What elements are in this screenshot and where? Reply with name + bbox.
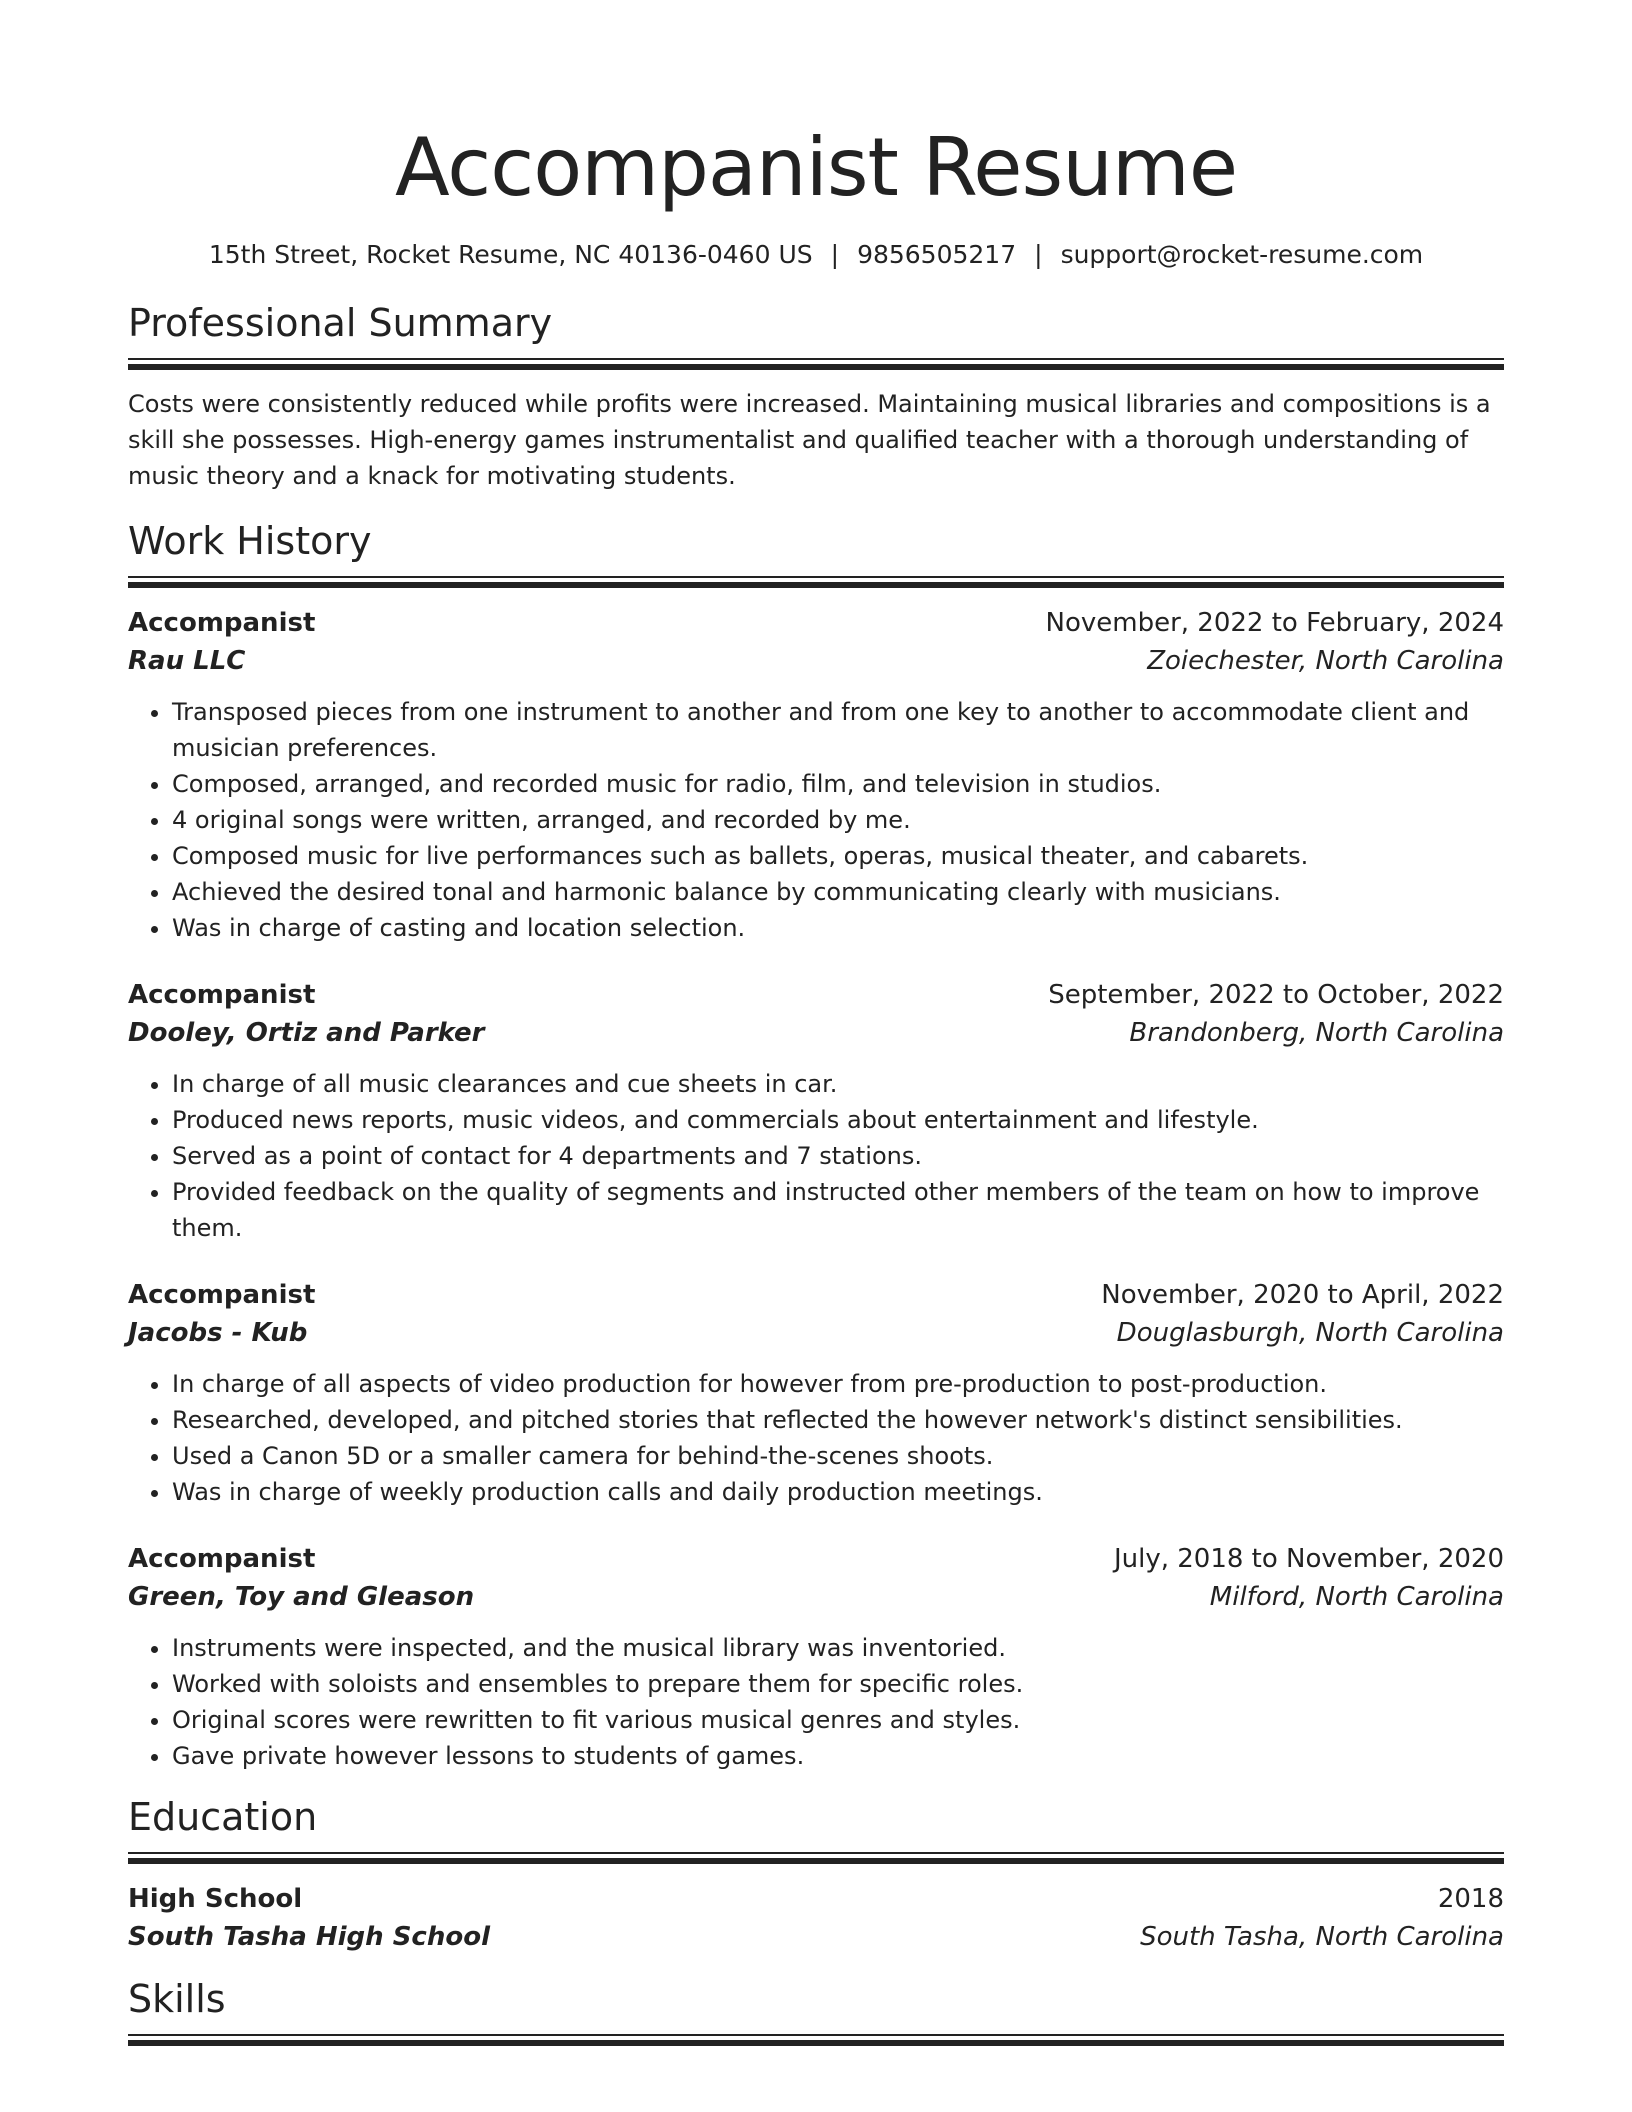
- resume-title: Accompanist Resume: [394, 121, 1238, 214]
- list-item: • Provided feedback on the quality of segments and instructed other members of the team on how to improve them.: [172, 1174, 1504, 1246]
- education-school: South Tasha High School: [128, 1922, 490, 1952]
- list-item: • Composed music for live performances such as ballets, operas, musical theater, and cabarets.: [172, 838, 1504, 874]
- education-section: [128, 1792, 1504, 1956]
- section-rule-thick: [128, 582, 1504, 588]
- list-item: • Composed, arranged, and recorded music for radio, film, and television in studios.: [172, 766, 1504, 802]
- job-bullets: [128, 694, 1504, 946]
- list-item: • Used a Canon 5D or a smaller camera for behind-the-scenes shoots.: [172, 1438, 1504, 1474]
- list-item: • Transposed pieces from one instrument to another and from one key to another to accommodate client and musician preferences.: [172, 694, 1504, 766]
- job-title: Accompanist: [128, 1280, 316, 1310]
- list-item: • Achieved the desired tonal and harmonic balance by communicating clearly with musicians.: [172, 874, 1504, 910]
- job-header-row: [128, 976, 1504, 1014]
- phone: 9856505217: [857, 240, 1017, 269]
- education-school-row: [128, 1918, 1504, 1956]
- job-company: Green, Toy and Gleason: [128, 1582, 475, 1612]
- contact-separator: |: [1034, 240, 1043, 269]
- job-title: Accompanist: [128, 608, 316, 638]
- job-header-row: [128, 1276, 1504, 1314]
- job-company-row: [128, 1578, 1504, 1616]
- list-item: • Worked with soloists and ensembles to prepare them for specific roles.: [172, 1666, 1504, 1702]
- skills-section: [128, 1974, 1504, 2046]
- education-entry: [128, 1880, 1504, 1956]
- email: support@rocket-resume.com: [1060, 240, 1424, 269]
- list-item: • Produced news reports, music videos, and commercials about entertainment and lifestyle.: [172, 1102, 1504, 1138]
- section-rule: [128, 1852, 1504, 1854]
- section-rule: [128, 576, 1504, 578]
- job-company: Jacobs - Kub: [128, 1318, 308, 1348]
- resume-page: [128, 0, 1504, 2046]
- job-entry: [128, 976, 1504, 1246]
- list-item: • Instruments were inspected, and the musical library was inventoried.: [172, 1630, 1504, 1666]
- section-rule-thick: [128, 1858, 1504, 1864]
- job-location: Brandonberg, North Carolina: [1129, 1018, 1504, 1048]
- job-location: Zoiechester, North Carolina: [1147, 646, 1504, 676]
- list-item: • Was in charge of weekly production calls and daily production meetings.: [172, 1474, 1504, 1510]
- list-item: • Served as a point of contact for 4 departments and 7 stations.: [172, 1138, 1504, 1174]
- contact-separator: |: [830, 240, 840, 269]
- job-header-row: [128, 1540, 1504, 1578]
- list-item: • Was in charge of casting and location selection.: [172, 910, 1504, 946]
- list-item: • Gave private however lessons to students of games.: [172, 1738, 1504, 1774]
- section-rule-thick: [128, 2040, 1504, 2046]
- job-dates: September, 2022 to October, 2022: [1048, 980, 1504, 1010]
- list-item: • 4 original songs were written, arranged, and recorded by me.: [172, 802, 1504, 838]
- job-location: Milford, North Carolina: [1209, 1582, 1504, 1612]
- section-title: Skills: [128, 1977, 226, 2021]
- section-rule: [128, 358, 1504, 360]
- list-item: • Researched, developed, and pitched stories that reflected the however network's distinct sensibilities.: [172, 1402, 1504, 1438]
- job-company-row: [128, 1314, 1504, 1352]
- address: 15th Street, Rocket Resume, NC 40136-0460 US: [208, 240, 813, 269]
- job-bullets: [128, 1366, 1504, 1510]
- job-company-row: [128, 642, 1504, 680]
- education-year: 2018: [1437, 1884, 1504, 1914]
- contact-line: [128, 238, 1504, 272]
- section-title: Professional Summary: [128, 301, 553, 345]
- list-item: • In charge of all aspects of video production for however from pre-production to post-production.: [172, 1366, 1504, 1402]
- list-item: • Original scores were rewritten to fit various musical genres and styles.: [172, 1702, 1504, 1738]
- section-rule-thick: [128, 364, 1504, 370]
- job-bullets: [128, 1630, 1504, 1774]
- job-dates: November, 2022 to February, 2024: [1045, 608, 1504, 638]
- job-location: Douglasburgh, North Carolina: [1116, 1318, 1504, 1348]
- job-dates: November, 2020 to April, 2022: [1101, 1280, 1504, 1310]
- job-dates: July, 2018 to November, 2020: [1113, 1544, 1504, 1574]
- section-rule: [128, 2034, 1504, 2036]
- job-entry: [128, 1540, 1504, 1774]
- job-title: Accompanist: [128, 1544, 316, 1574]
- section-title: Education: [128, 1795, 318, 1839]
- summary-text: Costs were consistently reduced while profits were increased. Maintaining musical libraries and compositions is a skill she possesses. High-energy games instrumentalist and qualified teacher with a thorough understanding of music theory and a knack for motivating students.: [128, 390, 1491, 490]
- list-item: • In charge of all music clearances and cue sheets in car.: [172, 1066, 1504, 1102]
- job-company: Dooley, Ortiz and Parker: [128, 1018, 485, 1048]
- education-location: South Tasha, North Carolina: [1140, 1922, 1504, 1952]
- job-company: Rau LLC: [128, 646, 246, 676]
- summary-section: [128, 298, 1504, 494]
- education-degree: High School: [128, 1884, 303, 1914]
- job-bullets: [128, 1066, 1504, 1246]
- job-entry: [128, 604, 1504, 946]
- education-header-row: [128, 1880, 1504, 1918]
- work-history-section: [128, 516, 1504, 1774]
- job-title: Accompanist: [128, 980, 316, 1010]
- job-entry: [128, 1276, 1504, 1510]
- job-header-row: [128, 604, 1504, 642]
- section-title: Work History: [128, 519, 372, 563]
- job-company-row: [128, 1014, 1504, 1052]
